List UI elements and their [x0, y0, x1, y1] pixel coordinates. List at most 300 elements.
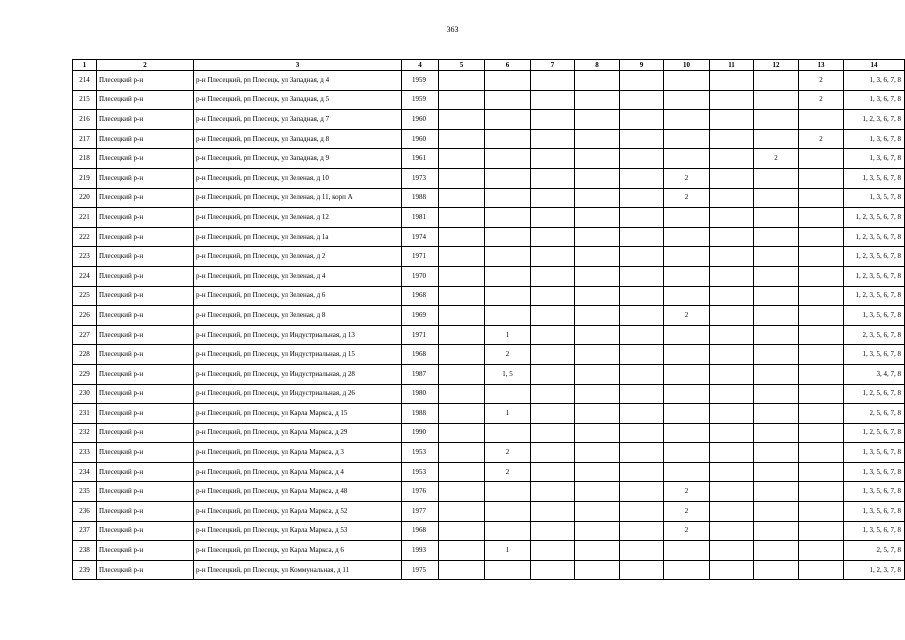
col7-cell [531, 502, 575, 522]
year-cell: 1960 [402, 110, 439, 130]
col13-cell [799, 384, 844, 404]
table-row [73, 306, 905, 326]
col13-cell [799, 208, 844, 228]
table-row [73, 168, 905, 188]
col11-cell [710, 462, 754, 482]
col7-cell [531, 188, 575, 208]
col12-cell [754, 462, 799, 482]
row-number: 233 [73, 443, 97, 463]
row-number: 238 [73, 541, 97, 561]
col8-cell [575, 149, 620, 169]
district-cell: Плесецкий р-н [97, 521, 194, 541]
address-cell: р-н Плесецкий, рп Плесецк, ул Западная, д 8 [194, 129, 402, 149]
col9-cell [620, 462, 664, 482]
col8-cell [575, 364, 620, 384]
col6-cell [485, 306, 531, 326]
col13-cell [799, 482, 844, 502]
col10-cell: 2 [664, 502, 710, 522]
col10-cell [664, 247, 710, 267]
address-cell: р-н Плесецкий, рп Плесецк, ул Карла Маркса, д 29 [194, 423, 402, 443]
col6-cell [485, 129, 531, 149]
year-cell: 1971 [402, 247, 439, 267]
col7-cell [531, 404, 575, 424]
column-header-4: 4 [402, 60, 439, 71]
col7-cell [531, 90, 575, 110]
col5-cell [439, 541, 485, 561]
col13-cell [799, 404, 844, 424]
col13-cell [799, 110, 844, 130]
col7-cell [531, 423, 575, 443]
table-row [73, 110, 905, 130]
col11-cell [710, 188, 754, 208]
district-cell: Плесецкий р-н [97, 502, 194, 522]
col5-cell [439, 384, 485, 404]
col8-cell [575, 384, 620, 404]
col9-cell [620, 188, 664, 208]
col13-cell [799, 286, 844, 306]
row-number: 227 [73, 325, 97, 345]
col8-cell [575, 560, 620, 580]
col5-cell [439, 168, 485, 188]
district-cell: Плесецкий р-н [97, 71, 194, 91]
col14-cell: 2, 3, 5, 6, 7, 8 [844, 325, 905, 345]
col9-cell [620, 560, 664, 580]
year-cell: 1961 [402, 149, 439, 169]
col11-cell [710, 502, 754, 522]
col9-cell [620, 502, 664, 522]
col14-cell: 1, 2, 3, 5, 6, 7, 8 [844, 208, 905, 228]
col12-cell [754, 188, 799, 208]
address-cell: р-н Плесецкий, рп Плесецк, ул Карла Маркса, д 48 [194, 482, 402, 502]
district-cell: Плесецкий р-н [97, 482, 194, 502]
row-number: 215 [73, 90, 97, 110]
col9-cell [620, 286, 664, 306]
col12-cell [754, 325, 799, 345]
col12-cell [754, 404, 799, 424]
col6-cell [485, 560, 531, 580]
col13-cell [799, 345, 844, 365]
col12-cell [754, 90, 799, 110]
table-row [73, 560, 905, 580]
col12-cell [754, 364, 799, 384]
table-row [73, 188, 905, 208]
col5-cell [439, 345, 485, 365]
col8-cell [575, 443, 620, 463]
col13-cell [799, 521, 844, 541]
year-cell: 1990 [402, 423, 439, 443]
col5-cell [439, 129, 485, 149]
col9-cell [620, 521, 664, 541]
col12-cell [754, 541, 799, 561]
address-cell: р-н Плесецкий, рп Плесецк, ул Индустриальная, д 15 [194, 345, 402, 365]
col7-cell [531, 384, 575, 404]
row-number: 230 [73, 384, 97, 404]
row-number: 232 [73, 423, 97, 443]
year-cell: 1981 [402, 208, 439, 228]
col11-cell [710, 325, 754, 345]
district-cell: Плесецкий р-н [97, 345, 194, 365]
col5-cell [439, 266, 485, 286]
year-cell: 1953 [402, 443, 439, 463]
col6-cell [485, 247, 531, 267]
col8-cell [575, 90, 620, 110]
col5-cell [439, 90, 485, 110]
col12-cell [754, 227, 799, 247]
col5-cell [439, 482, 485, 502]
col7-cell [531, 325, 575, 345]
col6-cell: 2 [485, 345, 531, 365]
col10-cell: 2 [664, 521, 710, 541]
col9-cell [620, 364, 664, 384]
address-cell: р-н Плесецкий, рп Плесецк, ул Зеленая, д 2 [194, 247, 402, 267]
col5-cell [439, 423, 485, 443]
col9-cell [620, 227, 664, 247]
col8-cell [575, 541, 620, 561]
col14-cell: 1, 3, 5, 6, 7, 8 [844, 168, 905, 188]
col9-cell [620, 149, 664, 169]
table-row [73, 404, 905, 424]
col5-cell [439, 110, 485, 130]
col8-cell [575, 129, 620, 149]
address-cell: р-н Плесецкий, рп Плесецк, ул Карла Маркса, д 3 [194, 443, 402, 463]
col5-cell [439, 71, 485, 91]
row-number: 225 [73, 286, 97, 306]
col10-cell [664, 227, 710, 247]
col5-cell [439, 502, 485, 522]
table-row [73, 482, 905, 502]
year-cell: 1968 [402, 286, 439, 306]
year-cell: 1977 [402, 502, 439, 522]
district-cell: Плесецкий р-н [97, 286, 194, 306]
col13-cell [799, 188, 844, 208]
row-number: 219 [73, 168, 97, 188]
year-cell: 1987 [402, 364, 439, 384]
district-cell: Плесецкий р-н [97, 129, 194, 149]
column-header-8: 8 [575, 60, 620, 71]
col13-cell [799, 443, 844, 463]
col9-cell [620, 247, 664, 267]
col7-cell [531, 71, 575, 91]
page-number: 363 [446, 25, 459, 34]
col5-cell [439, 443, 485, 463]
col13-cell [799, 247, 844, 267]
col5-cell [439, 364, 485, 384]
col8-cell [575, 208, 620, 228]
row-number: 235 [73, 482, 97, 502]
col14-cell: 1, 3, 5, 7, 8 [844, 188, 905, 208]
year-cell: 1953 [402, 462, 439, 482]
col10-cell: 2 [664, 188, 710, 208]
col8-cell [575, 462, 620, 482]
col12-cell [754, 384, 799, 404]
table-row [73, 521, 905, 541]
col9-cell [620, 266, 664, 286]
address-cell: р-н Плесецкий, рп Плесецк, ул Карла Маркса, д 15 [194, 404, 402, 424]
table-row [73, 325, 905, 345]
col10-cell: 2 [664, 482, 710, 502]
year-cell: 1973 [402, 168, 439, 188]
table-row [73, 90, 905, 110]
col14-cell: 1, 2, 3, 5, 6, 7, 8 [844, 247, 905, 267]
col6-cell [485, 521, 531, 541]
col5-cell [439, 286, 485, 306]
col10-cell [664, 266, 710, 286]
col6-cell [485, 208, 531, 228]
col9-cell [620, 71, 664, 91]
col8-cell [575, 404, 620, 424]
col11-cell [710, 168, 754, 188]
address-cell: р-н Плесецкий, рп Плесецк, ул Зеленая, д 4 [194, 266, 402, 286]
district-cell: Плесецкий р-н [97, 227, 194, 247]
address-cell: р-н Плесецкий, рп Плесецк, ул Индустриальная, д 26 [194, 384, 402, 404]
col11-cell [710, 345, 754, 365]
col7-cell [531, 227, 575, 247]
col8-cell [575, 168, 620, 188]
col9-cell [620, 404, 664, 424]
col7-cell [531, 462, 575, 482]
col7-cell [531, 306, 575, 326]
col5-cell [439, 560, 485, 580]
table-row [73, 149, 905, 169]
col6-cell: 1 [485, 404, 531, 424]
column-header-2: 2 [97, 60, 194, 71]
col14-cell: 1, 2, 5, 6, 7, 8 [844, 423, 905, 443]
col10-cell [664, 404, 710, 424]
address-cell: р-н Плесецкий, рп Плесецк, ул Западная, д 4 [194, 71, 402, 91]
district-cell: Плесецкий р-н [97, 364, 194, 384]
district-cell: Плесецкий р-н [97, 384, 194, 404]
col14-cell: 1, 3, 5, 6, 7, 8 [844, 345, 905, 365]
col13-cell: 2 [799, 129, 844, 149]
col14-cell: 1, 2, 3, 5, 6, 7, 8 [844, 266, 905, 286]
address-cell: р-н Плесецкий, рп Плесецк, ул Зеленая, д 11, корп А [194, 188, 402, 208]
col12-cell [754, 443, 799, 463]
col14-cell: 1, 3, 6, 7, 8 [844, 90, 905, 110]
row-number: 229 [73, 364, 97, 384]
col13-cell [799, 560, 844, 580]
column-header-11: 11 [710, 60, 754, 71]
col9-cell [620, 443, 664, 463]
year-cell: 1959 [402, 90, 439, 110]
header-row [73, 60, 905, 71]
col9-cell [620, 110, 664, 130]
col12-cell [754, 208, 799, 228]
col9-cell [620, 168, 664, 188]
col11-cell [710, 364, 754, 384]
col7-cell [531, 208, 575, 228]
col7-cell [531, 541, 575, 561]
row-number: 220 [73, 188, 97, 208]
col6-cell [485, 482, 531, 502]
col11-cell [710, 247, 754, 267]
col12-cell [754, 247, 799, 267]
address-cell: р-н Плесецкий, рп Плесецк, ул Западная, д 9 [194, 149, 402, 169]
col6-cell: 1, 5 [485, 364, 531, 384]
address-cell: р-н Плесецкий, рп Плесецк, ул Карла Маркса, д 52 [194, 502, 402, 522]
buildings-table [72, 59, 905, 580]
col7-cell [531, 149, 575, 169]
year-cell: 1968 [402, 345, 439, 365]
col14-cell: 1, 3, 5, 6, 7, 8 [844, 502, 905, 522]
col10-cell [664, 286, 710, 306]
col5-cell [439, 462, 485, 482]
col8-cell [575, 325, 620, 345]
year-cell: 1969 [402, 306, 439, 326]
col14-cell: 1, 2, 5, 6, 7, 8 [844, 384, 905, 404]
col11-cell [710, 110, 754, 130]
year-cell: 1968 [402, 521, 439, 541]
col12-cell [754, 345, 799, 365]
year-cell: 1993 [402, 541, 439, 561]
col8-cell [575, 423, 620, 443]
col12-cell [754, 482, 799, 502]
district-cell: Плесецкий р-н [97, 149, 194, 169]
col14-cell: 1, 3, 5, 6, 7, 8 [844, 482, 905, 502]
col9-cell [620, 345, 664, 365]
table-row [73, 129, 905, 149]
district-cell: Плесецкий р-н [97, 208, 194, 228]
col12-cell [754, 521, 799, 541]
col6-cell [485, 149, 531, 169]
column-header-10: 10 [664, 60, 710, 71]
district-cell: Плесецкий р-н [97, 266, 194, 286]
col9-cell [620, 325, 664, 345]
address-cell: р-н Плесецкий, рп Плесецк, ул Зеленая, д 10 [194, 168, 402, 188]
col13-cell: 2 [799, 90, 844, 110]
table-row [73, 364, 905, 384]
col11-cell [710, 129, 754, 149]
col10-cell [664, 462, 710, 482]
col13-cell [799, 266, 844, 286]
col12-cell [754, 168, 799, 188]
col11-cell [710, 149, 754, 169]
table-row [73, 286, 905, 306]
district-cell: Плесецкий р-н [97, 90, 194, 110]
col10-cell: 2 [664, 306, 710, 326]
col6-cell: 1 [485, 541, 531, 561]
column-header-13: 13 [799, 60, 844, 71]
col6-cell: 2 [485, 443, 531, 463]
col8-cell [575, 345, 620, 365]
col9-cell [620, 384, 664, 404]
col10-cell [664, 208, 710, 228]
col5-cell [439, 306, 485, 326]
col6-cell: 1 [485, 325, 531, 345]
col5-cell [439, 149, 485, 169]
col13-cell [799, 502, 844, 522]
col11-cell [710, 286, 754, 306]
col7-cell [531, 521, 575, 541]
row-number: 231 [73, 404, 97, 424]
col9-cell [620, 541, 664, 561]
table-row [73, 541, 905, 561]
col8-cell [575, 227, 620, 247]
col11-cell [710, 482, 754, 502]
table-row [73, 247, 905, 267]
address-cell: р-н Плесецкий, рп Плесецк, ул Зеленая, д 8 [194, 306, 402, 326]
col8-cell [575, 306, 620, 326]
col5-cell [439, 404, 485, 424]
col11-cell [710, 71, 754, 91]
col13-cell [799, 168, 844, 188]
col7-cell [531, 129, 575, 149]
col14-cell: 1, 3, 6, 7, 8 [844, 71, 905, 91]
row-number: 234 [73, 462, 97, 482]
address-cell: р-н Плесецкий, рп Плесецк, ул Индустриальная, д 28 [194, 364, 402, 384]
col14-cell: 3, 4, 7, 8 [844, 364, 905, 384]
col14-cell: 1, 3, 5, 6, 7, 8 [844, 443, 905, 463]
col7-cell [531, 560, 575, 580]
col5-cell [439, 188, 485, 208]
col10-cell [664, 560, 710, 580]
col9-cell [620, 208, 664, 228]
column-header-1: 1 [73, 60, 97, 71]
col10-cell [664, 423, 710, 443]
district-cell: Плесецкий р-н [97, 462, 194, 482]
col10-cell [664, 325, 710, 345]
col10-cell [664, 345, 710, 365]
col9-cell [620, 306, 664, 326]
col5-cell [439, 521, 485, 541]
row-number: 228 [73, 345, 97, 365]
col10-cell: 2 [664, 168, 710, 188]
col14-cell: 1, 2, 3, 5, 6, 7, 8 [844, 227, 905, 247]
district-cell: Плесецкий р-н [97, 560, 194, 580]
col14-cell: 2, 5, 7, 8 [844, 541, 905, 561]
col6-cell [485, 110, 531, 130]
col6-cell [485, 286, 531, 306]
table-row [73, 384, 905, 404]
col11-cell [710, 541, 754, 561]
col9-cell [620, 129, 664, 149]
col8-cell [575, 71, 620, 91]
col13-cell [799, 541, 844, 561]
col12-cell [754, 306, 799, 326]
column-header-12: 12 [754, 60, 799, 71]
col14-cell: 1, 3, 5, 6, 7, 8 [844, 462, 905, 482]
district-cell: Плесецкий р-н [97, 306, 194, 326]
col7-cell [531, 443, 575, 463]
district-cell: Плесецкий р-н [97, 188, 194, 208]
district-cell: Плесецкий р-н [97, 443, 194, 463]
year-cell: 1970 [402, 266, 439, 286]
col12-cell [754, 560, 799, 580]
col13-cell [799, 149, 844, 169]
col6-cell [485, 502, 531, 522]
col6-cell [485, 71, 531, 91]
address-cell: р-н Плесецкий, рп Плесецк, ул Карла Маркса, д 4 [194, 462, 402, 482]
year-cell: 1980 [402, 384, 439, 404]
col10-cell [664, 110, 710, 130]
column-header-9: 9 [620, 60, 664, 71]
district-cell: Плесецкий р-н [97, 247, 194, 267]
row-number: 226 [73, 306, 97, 326]
col10-cell [664, 71, 710, 91]
table-row [73, 71, 905, 91]
col13-cell [799, 423, 844, 443]
col6-cell [485, 90, 531, 110]
district-cell: Плесецкий р-н [97, 325, 194, 345]
address-cell: р-н Плесецкий, рп Плесецк, ул Зеленая, д 6 [194, 286, 402, 306]
district-cell: Плесецкий р-н [97, 404, 194, 424]
address-cell: р-н Плесецкий, рп Плесецк, ул Карла Маркса, д 53 [194, 521, 402, 541]
col8-cell [575, 502, 620, 522]
col7-cell [531, 266, 575, 286]
col14-cell: 2, 5, 6, 7, 8 [844, 404, 905, 424]
col14-cell: 1, 2, 3, 7, 8 [844, 560, 905, 580]
col11-cell [710, 266, 754, 286]
col11-cell [710, 227, 754, 247]
